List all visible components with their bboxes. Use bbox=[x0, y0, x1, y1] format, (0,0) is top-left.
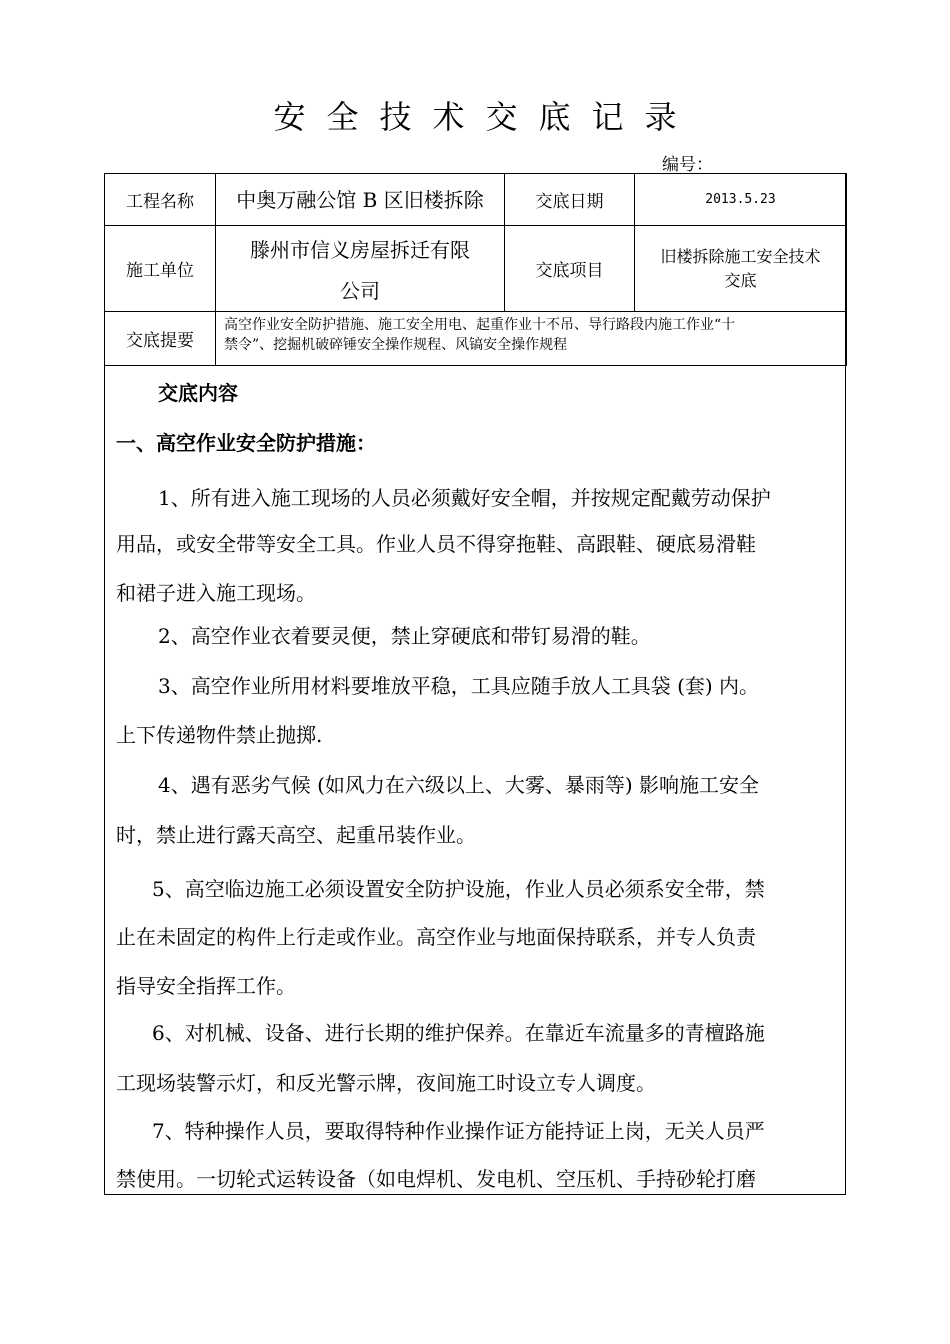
item-value-line1: 旧楼拆除施工安全技术 bbox=[660, 246, 821, 266]
document-number-label: 编号： bbox=[662, 155, 713, 175]
item-value-line2: 交底 bbox=[724, 270, 757, 290]
section1-title: 一、高空作业安全防护措施： bbox=[116, 431, 376, 455]
project-name-value: 中奥万融公馆 B 区旧楼拆除 bbox=[216, 174, 505, 226]
content-line: 用品，或安全带等安全工具。作业人员不得穿拖鞋、高跟鞋、硬底易滑鞋 bbox=[116, 532, 756, 556]
header-table bbox=[104, 173, 847, 366]
unit-value-line1: 滕州市信义房屋拆迁有限 bbox=[250, 237, 470, 262]
content-line: 5、高空临边施工必须设置安全防护设施，作业人员必须系安全带，禁 bbox=[152, 877, 765, 901]
summary-label: 交底提要 bbox=[105, 312, 216, 366]
date-label: 交底日期 bbox=[505, 174, 635, 226]
item-label: 交底项目 bbox=[505, 226, 635, 312]
unit-value bbox=[216, 226, 505, 312]
content-line: 3、高空作业所用材料要堆放平稳，工具应随手放人工具袋 (套) 内。 bbox=[158, 674, 760, 698]
content-line: 7、特种操作人员，要取得特种作业操作证方能持证上岗，无关人员严 bbox=[152, 1119, 765, 1143]
summary-line2: 禁令”、挖掘机破碎锤安全操作规程、风镐安全操作规程 bbox=[224, 337, 568, 353]
content-line: 1、所有进入施工现场的人员必须戴好安全帽，并按规定配戴劳动保护 bbox=[158, 486, 771, 510]
unit-value-line2: 公司 bbox=[340, 278, 380, 303]
unit-label: 施工单位 bbox=[105, 226, 216, 312]
content-line: 止在未固定的构件上行走或作业。高空作业与地面保持联系，并专人负责 bbox=[116, 925, 756, 949]
content-line: 2、高空作业衣着要灵便，禁止穿硬底和带钉易滑的鞋。 bbox=[158, 624, 651, 648]
content-heading: 交底内容 bbox=[158, 381, 238, 405]
content-line: 禁使用。一切轮式运转设备（如电焊机、发电机、空压机、手持砂轮打磨 bbox=[116, 1167, 756, 1191]
item-value bbox=[635, 226, 847, 312]
project-name-label: 工程名称 bbox=[105, 174, 216, 226]
content-line: 上下传递物件禁止抛掷. bbox=[116, 723, 323, 747]
content-line: 6、对机械、设备、进行长期的维护保养。在靠近车流量多的青檀路施 bbox=[152, 1021, 765, 1045]
document-title: 安全技术交底记录 bbox=[273, 98, 698, 136]
content-line: 和裙子进入施工现场。 bbox=[116, 581, 316, 605]
date-value: 2013.5.23 bbox=[635, 174, 847, 226]
content-line: 时，禁止进行露天高空、起重吊装作业。 bbox=[116, 823, 476, 847]
content-line: 4、遇有恶劣气候 (如风力在六级以上、大雾、暴雨等) 影响施工安全 bbox=[158, 773, 760, 797]
summary-value bbox=[216, 312, 847, 366]
content-line: 指导安全指挥工作。 bbox=[116, 974, 296, 998]
content-line: 工现场装警示灯，和反光警示牌，夜间施工时设立专人调度。 bbox=[116, 1071, 656, 1095]
summary-line1: 高空作业安全防护措施、施工安全用电、起重作业十不吊、导行路段内施工作业“十 bbox=[224, 317, 736, 333]
